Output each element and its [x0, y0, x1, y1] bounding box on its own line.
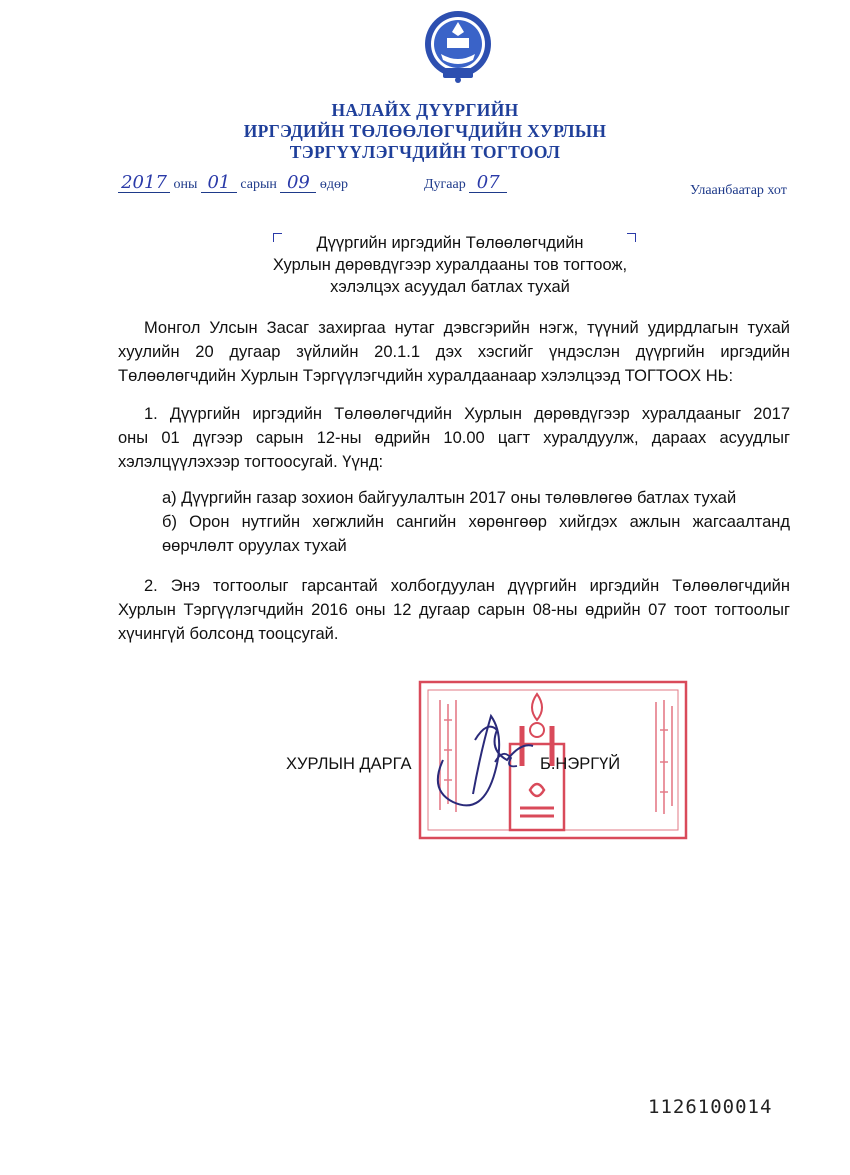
item-2-line-2: Хурлын Тэргүүлэгчдийн 2016 оны 12 дугаар сарын 08-ны өдрийн 07 тоот тогтоолыг [118, 601, 790, 619]
title-line-2: Хурлын дөрөвдүгээр хуралдааны тов тогтоож, [272, 256, 628, 274]
number-label: Дугаар [424, 177, 466, 192]
state-emblem-icon [421, 8, 495, 86]
number-value: 07 [469, 174, 507, 193]
sub-item-a: а) Дүүргийн газар зохион байгуулалтын 2017 оны төлөвлөгөө батлах тухай [162, 489, 737, 507]
date-month: 01 [201, 174, 237, 193]
date-day: 09 [280, 174, 316, 193]
date-field [118, 174, 348, 193]
item-2-line-3: хүчингүй болсонд тооцсугай. [118, 625, 339, 643]
date-month-label: сарын [240, 177, 277, 192]
intro-line-2: хуулийн 20 дугаар зүйлийн 20.1.1 дэх хэсгийг үндэслэн дүүргийн иргэдийн [118, 343, 790, 361]
number-field [424, 174, 507, 193]
title-line-1: Дүүргийн иргэдийн Төлөөлөгчдийн [316, 234, 584, 252]
item-2-line-1: 2. Энэ тогтоолыг гарсантай холбогдуулан дүүргийн иргэдийн Төлөөлөгчдийн [144, 577, 790, 595]
header-line-1: НАЛАЙХ ДҮҮРГИЙН [331, 100, 519, 120]
intro-line-1: Монгол Улсын Засаг захиргаа нутаг дэвсгэрийн нэгж, түүний удирдлагын тухай [144, 319, 790, 337]
header-line-2: ИРГЭДИЙН ТӨЛӨӨЛӨГЧДИЙН ХУРЛЫН [243, 121, 607, 141]
sub-item-b-line-2: өөрчлөлт оруулах тухай [162, 537, 347, 555]
handwritten-signature-icon [425, 700, 535, 820]
item-1-line-3: хэлэлцүүлэхээр тогтоосугай. Үүнд: [118, 453, 384, 471]
sub-item-b-line-1: б) Орон нутгийн хөгжлийн сангийн хөрөнгөөр хийгдэх ажлын жагсаалтанд [162, 513, 790, 531]
title-line-3: хэлэлцэх асуудал батлах тухай [330, 278, 570, 296]
signature-position: ХУРЛЫН ДАРГА [286, 755, 412, 773]
item-1-line-1: 1. Дүүргийн иргэдийн Төлөөлөгчдийн Хурлын дөрөвдүгээр хуралдааныг 2017 [144, 405, 790, 423]
document-code: 1126100014 [648, 1096, 773, 1118]
date-day-label: өдөр [319, 177, 349, 192]
intro-line-3: Төлөөлөгчдийн Хурлын Тэргүүлэгчдийн хуралдаанаар хэлэлцээд ТОГТООХ НЬ: [118, 367, 734, 385]
date-year: 2017 [118, 174, 170, 193]
header-line-3: ТЭРГҮҮЛЭГЧДИЙН ТОГТООЛ [289, 142, 561, 162]
item-1-line-2: оны 01 дүгээр сарын 12-ны өдрийн 10.00 цагт хуралдуулж, дараах асуудлыг [118, 429, 790, 447]
city-label: Улаанбаатар хот [690, 183, 787, 198]
date-year-label: оны [173, 177, 198, 192]
signature-name: Б.НЭРГҮЙ [540, 755, 621, 773]
